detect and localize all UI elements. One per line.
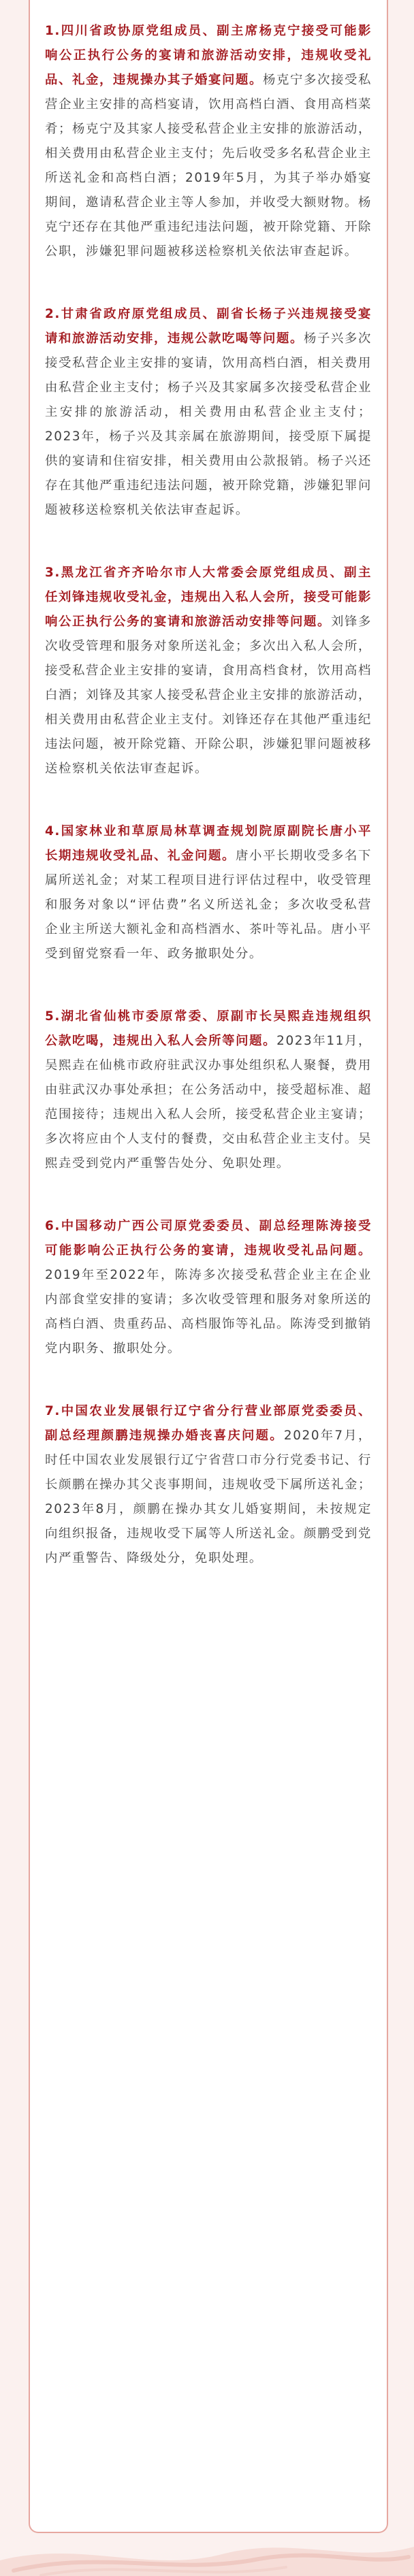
case-paragraph (45, 302, 372, 523)
case-item (45, 302, 372, 523)
case-headline: 1.四川省政协原党组成员、副主席杨克宁接受可能影响公正执行公务的宴请和旅游活动安排，违规收受礼品、礼金，违规操办其子婚宴问题。 (45, 24, 372, 87)
case-paragraph (45, 1005, 372, 1176)
case-item (45, 561, 372, 781)
case-paragraph (45, 19, 372, 264)
case-headline: 5.湖北省仙桃市委原常委、原副市长吴熙垚违规组织公款吃喝，违规出入私人会所等问题。 (45, 1009, 372, 1048)
case-paragraph (45, 1399, 372, 1571)
case-item (45, 1214, 372, 1361)
bottom-swirl-decoration (0, 2533, 414, 2576)
article-card (29, 0, 388, 2533)
case-headline: 2.甘肃省政府原党组成员、副省长杨子兴违规接受宴请和旅游活动安排，违规公款吃喝等问题。 (45, 307, 372, 346)
case-body: 2020年7月，时任中国农业发展银行辽宁省营口市分行党委书记、行长颜鹏在操办其父丧事期间，违规收受下属所送礼金；2023年8月，颜鹏在操办其女儿婚宴期间，未按规定向组织报备，违规收受下属等人所送礼金。颜鹏受到党内严重警告、降级处分，免职处理。 (45, 1429, 372, 1565)
case-headline: 6.中国移动广西公司原党委委员、副总经理陈涛接受可能影响公正执行公务的宴请，违规收受礼品问题。 (45, 1219, 372, 1258)
case-body: 2019年至2022年，陈涛多次接受私营企业主在企业内部食堂安排的宴请；多次收受管理和服务对象所送的高档白酒、贵重药品、高档服饰等礼品。陈涛受到撤销党内职务、撤职处分。 (45, 1268, 372, 1356)
case-body: 杨子兴多次接受私营企业主安排的宴请，饮用高档白酒，相关费用由私营企业主支付；杨子兴及其家属多次接受私营企业主安排的旅游活动，相关费用由私营企业主支付；2023年，杨子兴及其亲属在旅游期间，接受原下属提供的宴请和住宿安排，相关费用由公款报销。杨子兴还存在其他严重违纪违法问题，被开除党籍，涉嫌犯罪问题被移送检察机关依法审查起诉。 (45, 331, 372, 517)
case-item (45, 1399, 372, 1571)
case-headline: 7.中国农业发展银行辽宁省分行营业部原党委委员、副总经理颜鹏违规操办婚丧喜庆问题。 (45, 1404, 372, 1443)
case-paragraph (45, 819, 372, 966)
case-body: 杨克宁多次接受私营企业主安排的高档宴请，饮用高档白酒、食用高档菜肴；杨克宁及其家人接受私营企业主安排的旅游活动，相关费用由私营企业主支付；先后收受多名私营企业主所送礼金和高档白酒；2019年5月，为其子举办婚宴期间，邀请私营企业主等人参加，并收受大额财物。杨克宁还存在其他严重违纪违法问题，被开除党籍、开除公职，涉嫌犯罪问题被移送检察机关依法审查起诉。 (45, 73, 372, 259)
case-paragraph (45, 561, 372, 781)
case-item (45, 19, 372, 264)
case-body: 唐小平长期收受多名下属所送礼金；对某工程项目进行评估过程中，收受管理和服务对象以“评估费”名义所送礼金；多次收受私营企业主所送大额礼金和高档酒水、茶叶等礼品。唐小平受到留党察看一年、政务撤职处分。 (45, 849, 372, 961)
case-headline: 4.国家林业和草原局林草调查规划院原副院长唐小平长期违规收受礼品、礼金问题。 (45, 824, 372, 863)
case-item (45, 1005, 372, 1176)
case-item (45, 819, 372, 966)
case-headline: 3.黑龙江省齐齐哈尔市人大常委会原党组成员、副主任刘锋违规收受礼金，违规出入私人会所，接受可能影响公正执行公务的宴请和旅游活动安排等问题。 (45, 566, 372, 629)
case-paragraph (45, 1214, 372, 1361)
case-body: 2023年11月，吴熙垚在仙桃市政府驻武汉办事处组织私人聚餐，费用由驻武汉办事处承担；在公务活动中，接受超标准、超范围接待；违规出入私人会所，接受私营企业主宴请；多次将应由个人支付的餐费，交由私营企业主支付。吴熙垚受到党内严重警告处分、免职处理。 (45, 1034, 372, 1171)
case-body: 刘锋多次收受管理和服务对象所送礼金；多次出入私人会所，接受私营企业主安排的宴请，食用高档食材，饮用高档白酒；刘锋及其家人接受私营企业主安排的旅游活动，相关费用由私营企业主支付。刘锋还存在其他严重违纪违法问题，被开除党籍、开除公职，涉嫌犯罪问题被移送检察机关依法审查起诉。 (45, 615, 372, 776)
